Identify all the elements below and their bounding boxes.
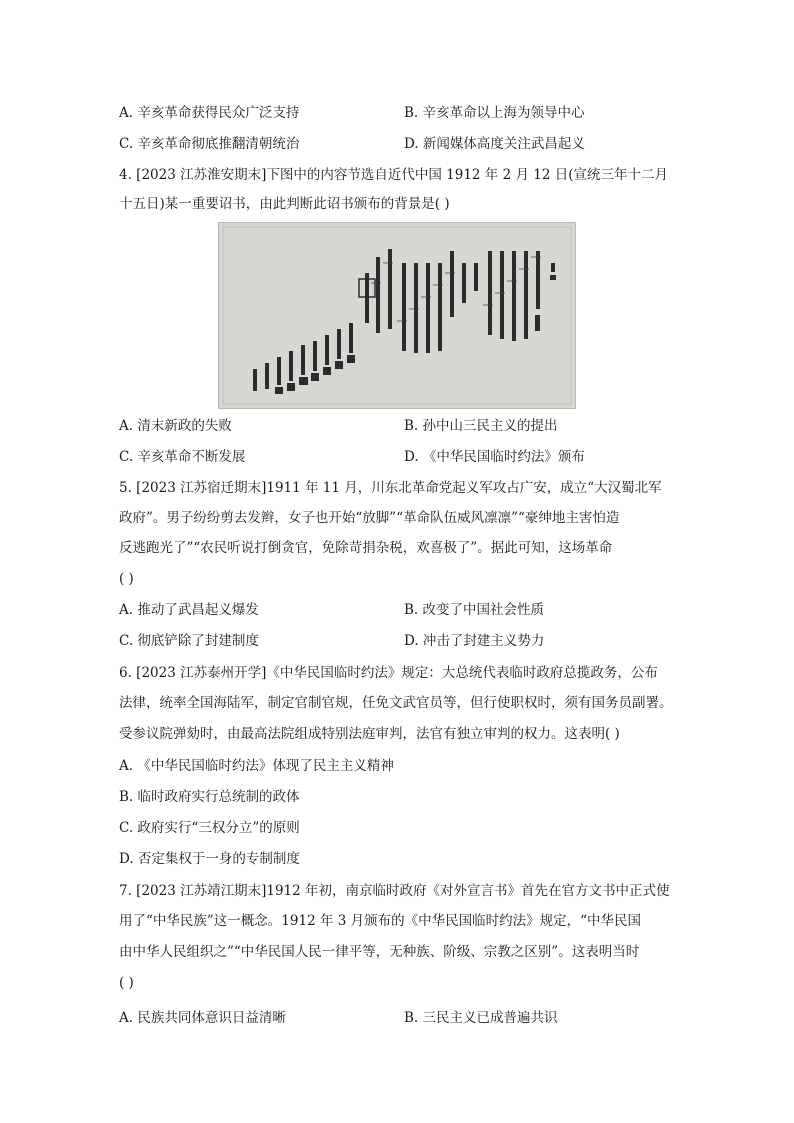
q3-option-b[interactable]: B. 辛亥革命以上海为领导中心 (404, 105, 585, 121)
q6-option-a[interactable]: A. 《中华民国临时约法》体现了民主主义精神 (119, 758, 394, 774)
edict-calligraphy-icon (219, 223, 575, 408)
q6-option-d[interactable]: D. 否定集权于一身的专制制度 (119, 851, 300, 867)
q6-option-b[interactable]: B. 临时政府实行总统制的政体 (119, 789, 300, 805)
q4-stem-line-2: 十五日)某一重要诏书，由此判断此诏书颁布的背景是( ) (119, 196, 450, 212)
q5-option-d[interactable]: D. 冲击了封建主义势力 (404, 633, 545, 649)
q7-stem-line-2: 用了“中华民族”这一概念。1912 年 3 月颁布的《中华民国临时约法》规定，“中华民国 (119, 913, 642, 929)
q6-stem-line-3: 受参议院弹劾时，由最高法院组成特别法庭审判，法官有独立审判的权力。这表明( ) (119, 726, 620, 742)
q6-stem-line-2: 法律，统率全国海陆军，制定官制官规，任免文武官员等，但行使职权时，须有国务员副署。 (119, 695, 673, 711)
q5-stem-line-4: ( ) (119, 571, 134, 587)
q6-option-c[interactable]: C. 政府实行“三权分立”的原则 (119, 820, 300, 836)
q7-option-a[interactable]: A. 民族共同体意识日益清晰 (119, 1010, 286, 1026)
q7-stem-line-4: ( ) (119, 975, 134, 991)
q5-option-a[interactable]: A. 推动了武昌起义爆发 (119, 602, 259, 618)
q5-stem-line-3: 反逃跑光了”“农民听说打倒贪官，免除苛捐杂税，欢喜极了”。据此可知，这场革命 (119, 540, 613, 556)
q4-option-a[interactable]: A. 清末新政的失败 (119, 418, 232, 434)
q4-option-b[interactable]: B. 孙中山三民主义的提出 (404, 418, 558, 434)
q6-stem-line-1: 6. [2023 江苏泰州开学]《中华民国临时约法》规定：大总统代表临时政府总揽政务，公布 (119, 665, 658, 681)
q7-option-b[interactable]: B. 三民主义已成普遍共识 (404, 1010, 558, 1026)
q7-stem-line-1: 7. [2023 江苏靖江期末]1912 年初，南京临时政府《对外宣言书》首先在官方文书中正式使 (119, 883, 670, 899)
q3-option-c[interactable]: C. 辛亥革命彻底推翻清朝统治 (119, 136, 300, 152)
q3-option-a[interactable]: A. 辛亥革命获得民众广泛支持 (119, 105, 300, 121)
q4-option-c[interactable]: C. 辛亥革命不断发展 (119, 449, 246, 465)
q5-option-c[interactable]: C. 彻底铲除了封建制度 (119, 633, 259, 649)
q5-option-b[interactable]: B. 改变了中国社会性质 (404, 602, 545, 618)
q3-option-d[interactable]: D. 新闻媒体高度关注武昌起义 (404, 136, 585, 152)
edict-image (218, 222, 576, 409)
q5-stem-line-2: 政府”。男子纷纷剪去发辫，女子也开始“放脚”“革命队伍威风凛凛”“豪绅地主害怕造 (119, 510, 620, 526)
q4-stem-line-1: 4. [2023 江苏淮安期末]下图中的内容节选自近代中国 1912 年 2 月 12 日(宣统三年十二月 (119, 167, 668, 183)
q4-option-d[interactable]: D. 《中华民国临时约法》颁布 (404, 449, 585, 465)
q5-stem-line-1: 5. [2023 江苏宿迁期末]1911 年 11 月，川东北革命党起义军攻占广安，成立“大汉蜀北军 (119, 480, 662, 496)
q7-stem-line-3: 由中华人民组织之”“中华民国人民一律平等，无种族、阶级、宗教之区别”。这表明当时 (119, 944, 640, 960)
